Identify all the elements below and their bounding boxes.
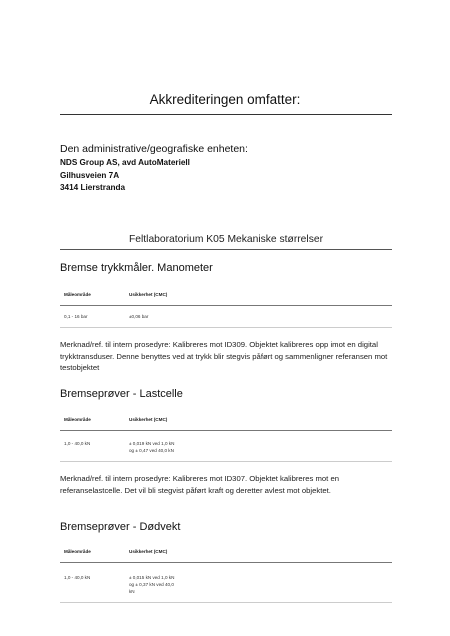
block-heading-manometer: Bremse trykkmåler. Manometer [60, 262, 213, 274]
table-cell-uncertainty: ±0,06 bar [129, 314, 149, 319]
section-title: Feltlaboratorium K05 Mekaniske størrelser [129, 234, 323, 245]
page-title: Akkrediteringen omfatter: [149, 92, 301, 107]
table-header-rule [60, 430, 392, 431]
table-cell-uncertainty-line-2: og ± 0,37 kN ved 40,0 [129, 582, 174, 587]
table-cell-range: 0,1 - 16 bar [64, 314, 88, 319]
table-cell-uncertainty-line-2: og ± 0,47 ved 40,0 kN [129, 448, 174, 453]
column-header-uncertainty: Usikkerhet (CMC) [129, 417, 168, 422]
table-header-rule [60, 562, 392, 563]
column-header-range: Måleområde [64, 417, 91, 422]
column-header-uncertainty: Usikkerhet (CMC) [129, 292, 168, 297]
column-header-range: Måleområde [64, 292, 91, 297]
column-header-range: Måleområde [64, 549, 91, 554]
entity-street: Gilhusveien 7A [60, 171, 120, 180]
table-bottom-rule [60, 461, 392, 462]
entity-label: Den administrative/geografiske enheten: [60, 143, 248, 155]
table-bottom-rule [60, 327, 392, 328]
title-divider [60, 114, 392, 115]
table-cell-uncertainty-line-1: ± 0,019 kN ved 1,0 kN [129, 441, 175, 446]
block-note-manometer: Merknad/ref. til intern prosedyre: Kalibreres mot ID309. Objektet kalibreres opp imot en digital trykktransduser. Denne benyttes ved at trykk blir stegvis påført og sammenligner referansen mot testobjektet [60, 340, 388, 372]
table-cell-uncertainty-line-3: kN [129, 589, 135, 594]
table-bottom-rule [60, 602, 392, 603]
entity-name: NDS Group AS, avd AutoMateriell [60, 158, 190, 167]
block-note-lastcelle: Merknad/ref. til intern prosedyre: Kalibreres mot ID307. Objektet kalibreres mot en referanselastcelle. Det vil bli stegvist påført kraft og deretter avlest mot objektet. [60, 474, 340, 495]
block-heading-dodvekt: Bremseprøver - Dødvekt [60, 521, 181, 533]
block-heading-lastcelle: Bremseprøver - Lastcelle [60, 388, 183, 400]
entity-postal: 3414 Lierstranda [60, 183, 126, 192]
section-divider [60, 249, 392, 250]
table-header-rule [60, 305, 392, 306]
table-cell-range: 1,0 - 40,0 kN [64, 575, 91, 580]
table-cell-uncertainty-line-1: ± 0,015 kN ved 1,0 kN [129, 575, 175, 580]
table-cell-range: 1,0 - 40,0 kN [64, 441, 91, 446]
column-header-uncertainty: Usikkerhet (CMC) [129, 549, 168, 554]
